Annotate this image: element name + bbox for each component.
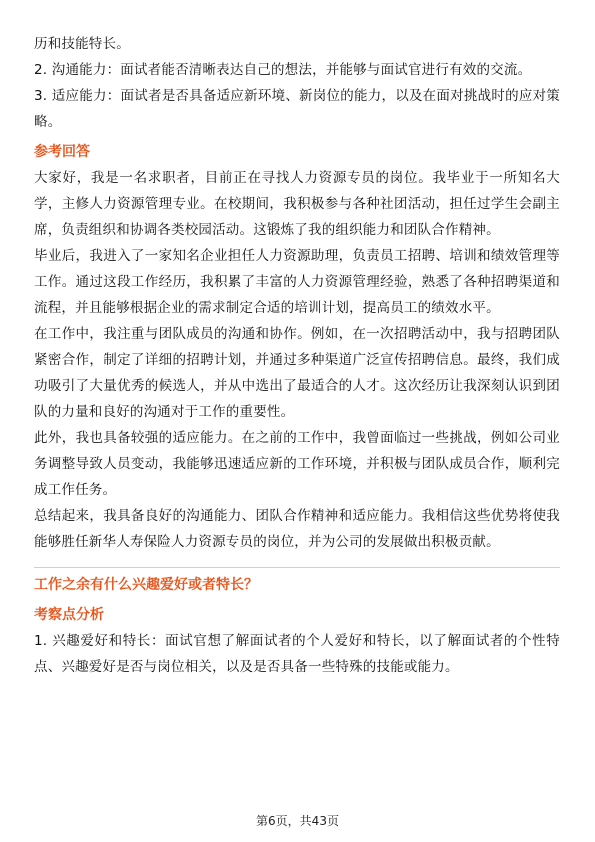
- paragraph: 毕业后，我进入了一家知名企业担任人力资源助理，负责员工招聘、培训和绩效管理等工作。通过这段工作经历，我积累了丰富的人力资源管理经验，熟悉了各种招聘渠道和流程，并且能够根据企业的需求制定合适的培训计划，提高员工的绩效水平。: [34, 248, 560, 316]
- paragraph: 在工作中，我注重与团队成员的沟通和协作。例如，在一次招聘活动中，我与招聘团队紧密合作，制定了详细的招聘计划，并通过多种渠道广泛宣传招聘信息。最终，我们成功吸引了大量优秀的候选人，并从中选出了最适合的人才。这次经历让我深刻认识到团队的力量和良好的沟通对于工作的重要性。: [34, 326, 560, 420]
- paragraph: 总结起来，我具备良好的沟通能力、团队合作精神和适应能力。我相信这些优势将使我能够胜任新华人寿保险人力资源专员的岗位，并为公司的发展做出积极贡献。: [34, 508, 560, 550]
- page-footer: 第6页，共43页: [256, 814, 339, 828]
- analysis-heading: 考察点分析: [34, 607, 104, 623]
- question-title: 工作之余有什么兴趣爱好或者特长？: [34, 577, 258, 593]
- section-divider: [34, 567, 560, 568]
- paragraph: 此外，我也具备较强的适应能力。在之前的工作中，我曾面临过一些挑战，例如公司业务调整导致人员变动，我能够迅速适应新的工作环境，并积极与团队成员合作，顺利完成工作任务。: [34, 430, 560, 498]
- paragraph: 历和技能特长。: [34, 36, 130, 52]
- paragraph: 1. 兴趣爱好和特长：面试官想了解面试者的个人爱好和特长，以了解面试者的个性特点、兴趣爱好是否与岗位相关，以及是否具备一些特殊的技能或能力。: [34, 633, 560, 675]
- paragraph: 大家好，我是一名求职者，目前正在寻找人力资源专员的岗位。我毕业于一所知名大学，主修人力资源管理专业。在校期间，我积极参与各种社团活动，担任过学生会副主席，负责组织和协调各类校园活动。这锻炼了我的组织能力和团队合作精神。: [34, 170, 560, 238]
- paragraph: 3. 适应能力：面试者是否具备适应新环境、新岗位的能力，以及在面对挑战时的应对策略。: [34, 88, 560, 130]
- paragraph: 2. 沟通能力：面试者能否清晰表达自己的想法，并能够与面试官进行有效的交流。: [34, 62, 532, 78]
- page-content: [34, 31, 560, 680]
- answer-heading: 参考回答: [34, 144, 90, 160]
